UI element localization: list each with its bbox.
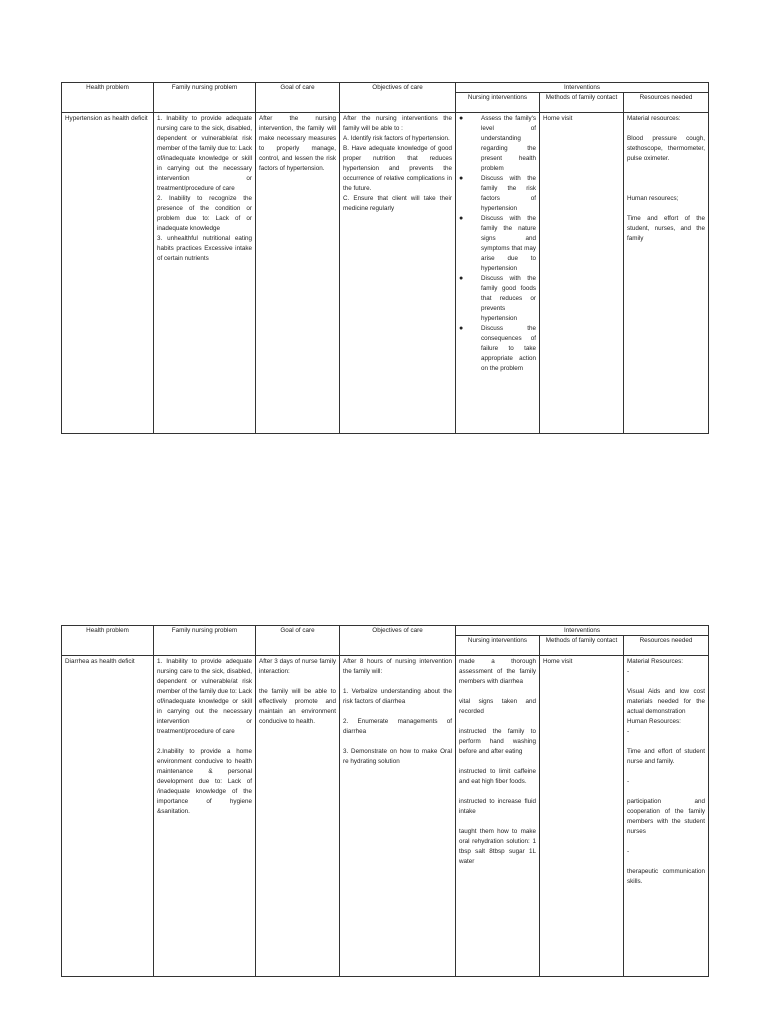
- resource-line: Time and effort of student nurse and family.: [627, 748, 707, 765]
- methods-of-contact-cell: Home visit: [540, 113, 624, 434]
- goal-of-care-cell: After the nursing intervention, the family will make necessary measures to properly manage, control, and lessen the risk factors of hypertension.: [256, 113, 340, 434]
- resource-line: -: [627, 668, 630, 675]
- resource-line: Human Resources:: [627, 718, 681, 725]
- problem-item: 1. Inability to provide adequate nursing care to the sick, disabled, dependent or vulnerable/at risk member of the family due to: Lack of/inadequate knowledge or skill in carrying out the necessary intervention or treatment/procedure of care: [157, 115, 254, 192]
- nursing-interventions-cell: [456, 656, 540, 977]
- resource-line: -: [627, 848, 630, 855]
- resource-line: Material Resources:: [627, 658, 683, 665]
- objectives-of-care-cell: [340, 656, 456, 977]
- header-health-problem: Health problem: [62, 626, 154, 656]
- care-plan-table-hypertension: [61, 82, 709, 434]
- resource-line: -: [627, 778, 630, 785]
- header-goal-of-care: Goal of care: [256, 83, 340, 113]
- health-problem-cell: Hypertension as health deficit: [62, 113, 154, 434]
- intervention-item: instructed to increase fluid intake: [459, 798, 538, 815]
- objective-item: 3. Demonstrate on how to make Oral re hydrating solution: [343, 748, 454, 765]
- objective-item: B. Have adequate knowledge of good proper nutrition that reduces hypertension and prevents the occurrence of relative complications in the future.: [343, 145, 454, 192]
- objective-item: 2. Enumerate managements of diarrhea: [343, 718, 454, 735]
- goal-line: the family will be able to effectively promote and maintain an environment conducive to health.: [259, 688, 338, 725]
- resource-line: participation and cooperation of the family members with the student nurses: [627, 798, 707, 835]
- objective-item: After the nursing interventions the family will be able to :: [343, 115, 454, 132]
- resource-line: Blood pressure cough, stethoscope, thermometer, pulse oximeter.: [627, 135, 707, 162]
- header-nursing-interventions: Nursing interventions: [456, 93, 540, 113]
- header-health-problem: Health problem: [62, 83, 154, 113]
- header-resources-needed: Resources needed: [624, 93, 709, 113]
- goal-of-care-cell: [256, 656, 340, 977]
- intervention-item: instructed to limit caffeine and eat high fiber foods.: [459, 768, 538, 785]
- care-plan-table-diarrhea: [61, 625, 709, 977]
- table-row: [62, 656, 709, 977]
- header-family-nursing-problem: Family nursing problem: [154, 83, 256, 113]
- intervention-item: taught them how to make oral rehydration solution: 1 tbsp salt 8tbsp sugar 1L water: [459, 828, 538, 865]
- intervention-item: vital signs taken and recorded: [459, 698, 538, 715]
- resources-needed-cell: [624, 656, 709, 977]
- nursing-interventions-cell: [456, 113, 540, 434]
- list-item: ● Discuss with the family the risk factors of hypertension: [459, 174, 536, 214]
- resources-needed-cell: [624, 113, 709, 434]
- objective-item: After 8 hours of nursing intervention the family will:: [343, 658, 454, 675]
- interventions-list: [459, 114, 536, 374]
- header-resources-needed: Resources needed: [624, 636, 709, 656]
- header-family-nursing-problem: Family nursing problem: [154, 626, 256, 656]
- resource-line: Visual Aids and low cost materials needed for the actual demonstration: [627, 688, 707, 715]
- methods-of-contact-cell: Home visit: [540, 656, 624, 977]
- objective-item: A. Identify risk factors of hypertension.: [343, 135, 450, 142]
- header-objectives-of-care: Objectives of care: [340, 83, 456, 113]
- family-nursing-problem-cell: [154, 656, 256, 977]
- table-row: [62, 113, 709, 434]
- intervention-item: made a thorough assessment of the family members with diarrhea: [459, 658, 538, 685]
- list-item: ● Discuss with the family good foods that reduces or prevents hypertension: [459, 274, 536, 324]
- objectives-of-care-cell: [340, 113, 456, 434]
- list-item: ● Assess the family's level of understanding regarding the present health problem: [459, 114, 536, 174]
- header-interventions: Interventions: [456, 83, 709, 93]
- header-objectives-of-care: Objectives of care: [340, 626, 456, 656]
- header-goal-of-care: Goal of care: [256, 626, 340, 656]
- header-methods-of-contact: Methods of family contact: [540, 93, 624, 113]
- problem-item: 2.Inability to provide a home environment conducive to health maintenance & personal development due to: Lack of /inadequate knowledge of the importance of hygiene &sanitation.: [157, 748, 254, 815]
- problem-item: 2. Inability to recognize the presence of the condition or problem due to: Lack of or inadequate knowledge: [157, 195, 254, 232]
- family-nursing-problem-cell: [154, 113, 256, 434]
- header-nursing-interventions: Nursing interventions: [456, 636, 540, 656]
- resource-line: -: [627, 728, 630, 735]
- resource-line: Material resources:: [627, 115, 681, 122]
- list-item: ● Discuss with the family the nature signs and symptoms that may arise due to hypertension: [459, 214, 536, 274]
- list-item: ● Discuss the consequences of failure to take appropriate action on the problem: [459, 324, 536, 374]
- problem-item: 3. unhealthful nutritional eating habits practices Excessive intake of certain nutrients: [157, 235, 254, 262]
- resource-line: therapeutic communication skills.: [627, 868, 707, 885]
- health-problem-cell: Diarrhea as health deficit: [62, 656, 154, 977]
- problem-item: 1. Inability to provide adequate nursing care to the sick, disabled, dependent or vulnerable/at risk member of the family due to: Lack of/inadequate knowledge or skill in carrying out the necessary intervention or treatment/procedure of care: [157, 658, 254, 735]
- intervention-item: instructed the family to perform hand washing before and after eating: [459, 728, 538, 755]
- resource-line: Human resourecs;: [627, 195, 679, 202]
- goal-line: After 3 days of nurse family interaction:: [259, 658, 338, 675]
- objective-item: C. Ensure that client will take their medicine regularly: [343, 195, 454, 212]
- objective-item: 1. Verbalize understanding about the risk factors of diarrhea: [343, 688, 454, 705]
- header-methods-of-contact: Methods of family contact: [540, 636, 624, 656]
- header-interventions: Interventions: [456, 626, 709, 636]
- resource-line: Time and effort of the student, nurses, and the family: [627, 215, 707, 242]
